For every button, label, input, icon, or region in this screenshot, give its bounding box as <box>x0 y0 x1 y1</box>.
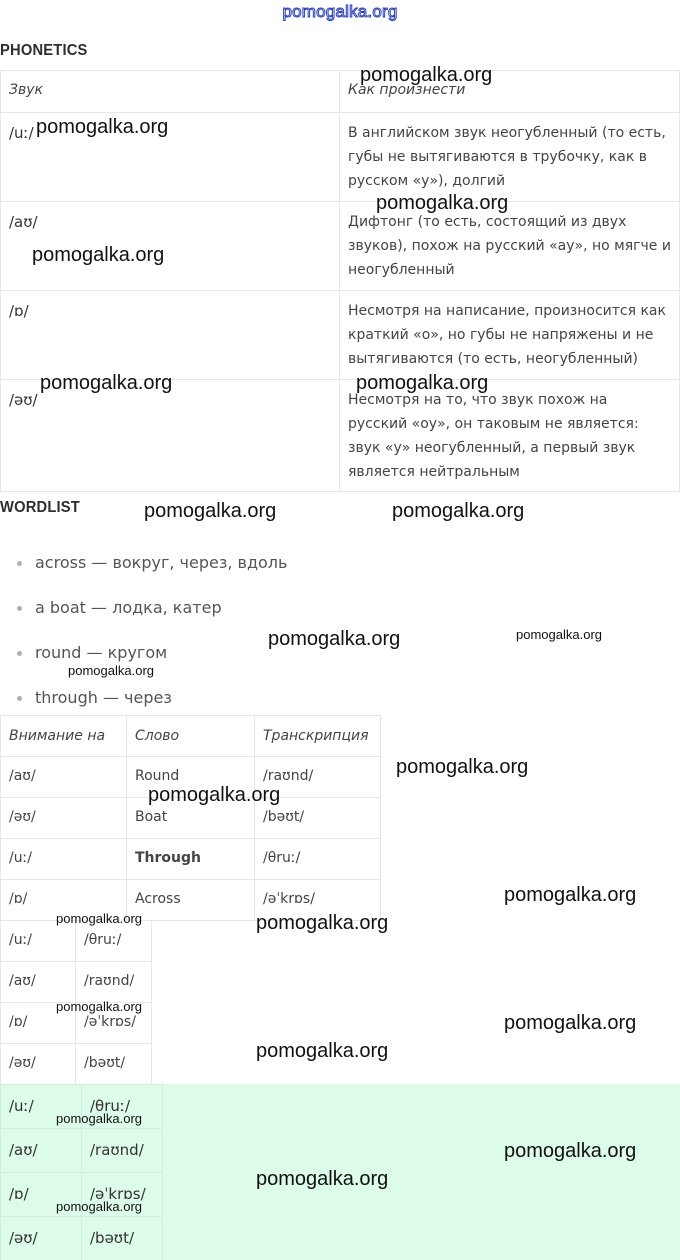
transcription-cell: /bəʊt/ <box>82 1217 163 1260</box>
watermark: pomogalka.org <box>360 64 493 86</box>
watermark: pomogalka.org <box>504 884 637 906</box>
transcription-cell: /əˈkrɒs/ <box>76 1003 152 1044</box>
table-header-row <box>1 716 381 757</box>
table-row <box>1 291 680 380</box>
watermark: pomogalka.org <box>56 1111 142 1126</box>
table-row <box>1 1044 152 1085</box>
list-item: a boat — лодка, катер <box>17 593 287 638</box>
watermark: pomogalka.org <box>256 1040 389 1062</box>
sound-cell: /əʊ/ <box>1 1217 82 1260</box>
transcription-cell: /əˈkrɒs/ <box>255 880 381 921</box>
watermark: pomogalka.org <box>144 500 277 522</box>
sound-cell: /əʊ/ <box>1 798 127 839</box>
table-row <box>1 962 152 1003</box>
sound-cell: /uː/ <box>1 1085 82 1129</box>
transcription-cell: /θruː/ <box>255 839 381 880</box>
watermark: pomogalka.org <box>268 628 401 650</box>
column-header-attention: Внимание на <box>1 716 127 757</box>
watermark: pomogalka.org <box>148 784 281 806</box>
transcription-cell: /raʊnd/ <box>76 962 152 1003</box>
sound-cell: /ɒ/ <box>1 880 127 921</box>
watermark: pomogalka.org <box>396 756 529 778</box>
sound-cell: /aʊ/ <box>1 757 127 798</box>
list-item: through — через <box>17 683 287 728</box>
top-watermark: pomogalka.org <box>282 2 398 21</box>
transcription-cell: /bəʊt/ <box>76 1044 152 1085</box>
watermark: pomogalka.org <box>56 999 142 1014</box>
description-cell: Несмотря на написание, произносится как краткий «о», но губы не напряжены и не вытягиваются (то есть, неогубленный) <box>340 291 680 380</box>
wordlist-heading: WORDLIST <box>0 499 80 516</box>
watermark: pomogalka.org <box>376 192 509 214</box>
word-cell: Through <box>127 839 255 880</box>
watermark: pomogalka.org <box>36 116 169 138</box>
sound-cell: /aʊ/ <box>1 202 340 291</box>
watermark: pomogalka.org <box>392 500 525 522</box>
transcription-cell: /raʊnd/ <box>255 757 381 798</box>
watermark: pomogalka.org <box>32 244 165 266</box>
word-cell: Across <box>127 880 255 921</box>
column-header-word: Слово <box>127 716 255 757</box>
transcription-cell: /bəʊt/ <box>255 798 381 839</box>
transcription-cell: /əˈkrɒs/ <box>82 1173 163 1217</box>
list-item: round — кругом <box>17 638 287 683</box>
sound-cell: /aʊ/ <box>1 962 76 1003</box>
sound-cell: /ɒ/ <box>1 1003 76 1044</box>
column-header-pronounce: Как произнести <box>340 71 680 113</box>
table-row <box>1 921 152 962</box>
table-row <box>1 839 381 880</box>
list-item: across — вокруг, через, вдоль <box>17 548 287 593</box>
word-cell: Round <box>127 757 255 798</box>
sound-cell: /əʊ/ <box>1 1044 76 1085</box>
transcription-cell: /raʊnd/ <box>82 1129 163 1173</box>
watermark: pomogalka.org <box>56 911 142 926</box>
watermark: pomogalka.org <box>356 372 489 394</box>
description-cell: В английском звук неогубленный (то есть, губы не вытягиваются в трубочку, как в русском «у»), долгий <box>340 113 680 202</box>
watermark: pomogalka.org <box>40 372 173 394</box>
sound-cell: /uː/ <box>1 113 340 202</box>
table-row <box>1 1129 163 1173</box>
sound-cell: /aʊ/ <box>1 1129 82 1173</box>
wordlist <box>17 548 287 728</box>
column-header-sound: Звук <box>1 71 340 113</box>
table-row <box>1 1217 163 1260</box>
watermark: pomogalka.org <box>504 1012 637 1034</box>
sound-cell: /uː/ <box>1 921 76 962</box>
column-header-transcription: Транскрипция <box>255 716 381 757</box>
transcription-cell: /θruː/ <box>82 1085 163 1129</box>
word-cell: Boat <box>127 798 255 839</box>
transcription-cell: /θruː/ <box>76 921 152 962</box>
sound-cell: /ɒ/ <box>1 291 340 380</box>
watermark: pomogalka.org <box>68 663 154 678</box>
table-row <box>1 380 680 492</box>
watermark: pomogalka.org <box>504 1140 637 1162</box>
watermark: pomogalka.org <box>56 1199 142 1214</box>
attention-table <box>0 715 381 921</box>
watermark: pomogalka.org <box>256 1168 389 1190</box>
table-header-row <box>1 71 680 113</box>
description-cell: Несмотря на то, что звук похож на русский «оу», он таковым не является: звук «у» неогубленный, а первый звук является нейтральным <box>340 380 680 492</box>
sound-cell: /əʊ/ <box>1 380 340 492</box>
sound-cell: /uː/ <box>1 839 127 880</box>
description-cell: Дифтонг (то есть, состоящий из двух звуков), похож на русский «ау», но мягче и неогубленный <box>340 202 680 291</box>
watermark: pomogalka.org <box>256 912 389 934</box>
sound-cell: /ɒ/ <box>1 1173 82 1217</box>
watermark: pomogalka.org <box>516 627 602 642</box>
phonetics-heading: PHONETICS <box>0 42 88 59</box>
